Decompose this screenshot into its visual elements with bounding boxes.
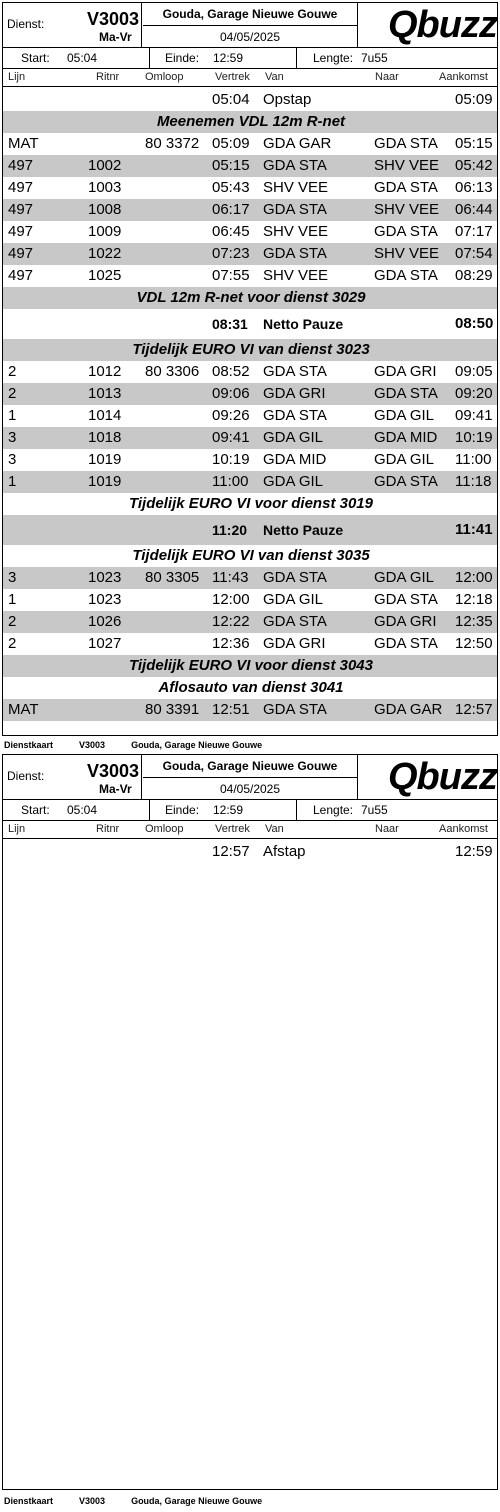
trip-row: [3, 611, 497, 633]
cell-van: GDA STA: [263, 701, 327, 718]
cell-vertrek: 11:00: [212, 473, 249, 490]
trip-row: [3, 199, 497, 221]
cell-ritnr: 1019: [88, 451, 122, 468]
cell-van: GDA GIL: [263, 473, 324, 490]
col-van: Van: [265, 71, 284, 83]
pause-end: 08:50: [455, 315, 494, 332]
cell-aankomst: 09:20: [455, 385, 493, 402]
sheet-header: [3, 3, 497, 48]
cell-vertrek: 07:23: [212, 245, 250, 262]
cell-lijn: 3: [8, 429, 17, 446]
dienst-days: Ma-Vr: [99, 30, 132, 44]
cell-lijn: 497: [8, 179, 34, 196]
cell-vertrek: 11:43: [212, 569, 249, 586]
cell-aankomst: 05:42: [455, 157, 493, 174]
cell-ritnr: 1027: [88, 635, 122, 652]
einde-label: Einde:: [165, 803, 200, 817]
trip-row: [3, 221, 497, 243]
cell-vertrek: 12:00: [212, 591, 250, 608]
section-title-row: [3, 545, 497, 567]
section-title: VDL 12m R-net voor dienst 3029: [136, 289, 366, 306]
cell-ritnr: 1013: [88, 385, 122, 402]
cell-vertrek: 05:43: [212, 179, 250, 196]
cell-van: GDA STA: [263, 201, 327, 218]
trip-row: [3, 243, 497, 265]
col-omloop: Omloop: [145, 71, 184, 83]
footer-location: Gouda, Garage Nieuwe Gouwe: [131, 1496, 263, 1506]
footer-label: Dienstkaart: [4, 740, 54, 750]
cell-lijn: 1: [8, 407, 17, 424]
cell-naar: GDA STA: [374, 135, 438, 152]
pause-row: [3, 515, 497, 545]
cell-ritnr: 1009: [88, 223, 122, 240]
cell-naar: GDA STA: [374, 267, 438, 284]
cell-naar: GDA STA: [374, 385, 438, 402]
section-title: Tijdelijk EURO VI van dienst 3023: [132, 341, 370, 358]
section-title: Tijdelijk EURO VI van dienst 3035: [132, 547, 370, 564]
cell-vertrek: 12:57: [212, 843, 250, 860]
cell-aankomst: 12:50: [455, 635, 493, 652]
column-header: [3, 69, 497, 87]
pause-label: Netto Pauze: [263, 316, 344, 332]
divider: [149, 48, 150, 68]
trip-row: [3, 699, 497, 721]
cell-naar: SHV VEE: [374, 201, 440, 218]
cell-omloop: 80 3305: [145, 569, 200, 586]
lengte-value: 7u55: [361, 803, 388, 817]
lengte-value: 7u55: [361, 51, 388, 65]
col-lijn: Lijn: [8, 823, 26, 835]
cell-ritnr: 1014: [88, 407, 122, 424]
cell-aankomst: 12:18: [455, 591, 493, 608]
cell-van: GDA MID: [263, 451, 327, 468]
cell-lijn: 497: [8, 267, 34, 284]
divider: [149, 800, 150, 820]
cell-naar: SHV VEE: [374, 157, 440, 174]
cell-van: SHV VEE: [263, 179, 329, 196]
cell-vertrek: 09:26: [212, 407, 250, 424]
cell-van: Opstap: [263, 91, 312, 108]
cell-vertrek: 06:17: [212, 201, 250, 218]
cell-naar: GDA GIL: [374, 407, 435, 424]
cell-naar: GDA GRI: [374, 613, 437, 630]
section-title-row: [3, 677, 497, 699]
section-title-row: [3, 287, 497, 309]
page-footer: [4, 740, 288, 750]
cell-ritnr: 1023: [88, 591, 122, 608]
trip-row: [3, 633, 497, 655]
section-title-row: [3, 493, 497, 515]
column-header: [3, 821, 497, 839]
cell-ritnr: 1019: [88, 473, 122, 490]
section-title-row: [3, 655, 497, 677]
cell-lijn: 497: [8, 245, 34, 262]
page-footer: [4, 1496, 288, 1506]
col-vertrek: Vertrek: [215, 71, 250, 83]
cell-aankomst: 12:35: [455, 613, 493, 630]
cell-aankomst: 10:19: [455, 429, 493, 446]
cell-ritnr: 1022: [88, 245, 122, 262]
trip-row: [3, 361, 497, 383]
footer-code: V3003: [79, 740, 106, 750]
sheet-header: [3, 755, 497, 800]
section-title-row: [3, 339, 497, 361]
lengte-label: Lengte:: [313, 803, 354, 817]
cell-aankomst: 11:00: [455, 451, 492, 468]
cell-naar: GDA STA: [374, 223, 438, 240]
cell-lijn: 2: [8, 363, 17, 380]
shift-info-bar: [3, 48, 497, 69]
cell-naar: GDA STA: [374, 179, 438, 196]
dienst-code: V3003: [87, 761, 140, 781]
cell-aankomst: 12:59: [455, 843, 493, 860]
cell-omloop: 80 3391: [145, 701, 200, 718]
trip-row: [3, 133, 497, 155]
cell-vertrek: 12:51: [212, 701, 250, 718]
cell-aankomst: 06:44: [455, 201, 493, 218]
trip-row: [3, 265, 497, 287]
dienst-days: Ma-Vr: [99, 782, 132, 796]
lengte-label: Lengte:: [313, 51, 354, 65]
cell-vertrek: 06:45: [212, 223, 250, 240]
cell-aankomst: 09:05: [455, 363, 493, 380]
cell-ritnr: 1025: [88, 267, 122, 284]
trip-row: [3, 589, 497, 611]
trip-row: [3, 177, 497, 199]
cell-lijn: 2: [8, 635, 17, 652]
trip-row: [3, 89, 497, 111]
cell-vertrek: 09:06: [212, 385, 250, 402]
cell-aankomst: 12:00: [455, 569, 493, 586]
cell-van: GDA STA: [263, 569, 327, 586]
cell-lijn: MAT: [8, 701, 39, 718]
section-title: Aflosauto van dienst 3041: [158, 679, 344, 696]
cell-aankomst: 12:57: [455, 701, 493, 718]
cell-lijn: 497: [8, 223, 34, 240]
footer-location: Gouda, Garage Nieuwe Gouwe: [131, 740, 263, 750]
location-title: Gouda, Garage Nieuwe Gouwe: [143, 3, 357, 26]
cell-van: SHV VEE: [263, 223, 329, 240]
cell-aankomst: 11:18: [455, 473, 492, 490]
cell-vertrek: 10:19: [212, 451, 250, 468]
cell-aankomst: 08:29: [455, 267, 493, 284]
divider: [141, 755, 142, 799]
cell-lijn: 3: [8, 451, 17, 468]
dienstkaart-page-1: [2, 2, 498, 736]
cell-van: GDA STA: [263, 613, 327, 630]
divider: [296, 800, 297, 820]
cell-omloop: 80 3372: [145, 135, 200, 152]
start-label: Start:: [21, 51, 50, 65]
cell-ritnr: 1023: [88, 569, 122, 586]
section-title: Tijdelijk EURO VI voor dienst 3043: [129, 657, 373, 674]
cell-aankomst: 06:13: [455, 179, 493, 196]
einde-value: 12:59: [213, 803, 244, 817]
cell-ritnr: 1012: [88, 363, 122, 380]
trip-row: [3, 471, 497, 493]
col-aankomst: Aankomst: [439, 823, 488, 835]
col-aankomst: Aankomst: [439, 71, 488, 83]
cell-van: GDA GRI: [263, 385, 326, 402]
cell-vertrek: 12:36: [212, 635, 250, 652]
cell-vertrek: 05:09: [212, 135, 250, 152]
cell-van: Afstap: [263, 843, 306, 860]
qbuzz-logo: Qbuzz: [388, 756, 497, 798]
cell-lijn: 2: [8, 613, 17, 630]
dienst-code: V3003: [87, 9, 140, 29]
shift-info-bar: [3, 800, 497, 821]
cell-van: GDA GIL: [263, 591, 324, 608]
footer-label: Dienstkaart: [4, 1496, 54, 1506]
pause-start: 11:20: [212, 522, 248, 538]
trip-row: [3, 449, 497, 471]
start-label: Start:: [21, 803, 50, 817]
col-naar: Naar: [375, 71, 399, 83]
dienstkaart-page-2: [2, 754, 498, 1490]
cell-van: SHV VEE: [263, 267, 329, 284]
section-title: Meenemen VDL 12m R-net: [156, 113, 346, 130]
cell-aankomst: 05:09: [455, 91, 493, 108]
footer-code: V3003: [79, 1496, 106, 1506]
cell-ritnr: 1018: [88, 429, 122, 446]
dienst-label: Dienst:: [7, 17, 45, 31]
trip-row: [3, 841, 497, 863]
cell-aankomst: 09:41: [455, 407, 493, 424]
cell-lijn: 3: [8, 569, 17, 586]
cell-ritnr: 1008: [88, 201, 122, 218]
cell-lijn: 497: [8, 201, 34, 218]
cell-naar: GDA MID: [374, 429, 438, 446]
qbuzz-logo: Qbuzz: [388, 4, 497, 46]
cell-van: GDA STA: [263, 407, 327, 424]
start-value: 05:04: [67, 803, 98, 817]
date-value: 04/05/2025: [219, 782, 281, 796]
cell-naar: GDA GAR: [374, 701, 443, 718]
trip-row: [3, 567, 497, 589]
cell-naar: GDA GIL: [374, 451, 435, 468]
cell-lijn: 1: [8, 591, 17, 608]
cell-naar: GDA GRI: [374, 363, 437, 380]
pause-end: 11:41: [455, 521, 493, 538]
col-ritnr: Ritnr: [96, 823, 120, 835]
cell-ritnr: 1003: [88, 179, 122, 196]
location-title: Gouda, Garage Nieuwe Gouwe: [143, 755, 357, 778]
cell-aankomst: 07:17: [455, 223, 493, 240]
schedule-table: [3, 839, 497, 863]
col-ritnr: Ritnr: [96, 71, 120, 83]
trip-row: [3, 155, 497, 177]
section-title-row: [3, 111, 497, 133]
cell-ritnr: 1026: [88, 613, 122, 630]
trip-row: [3, 405, 497, 427]
cell-naar: GDA STA: [374, 635, 438, 652]
cell-lijn: 2: [8, 385, 17, 402]
einde-label: Einde:: [165, 51, 200, 65]
cell-van: GDA GAR: [263, 135, 332, 152]
cell-naar: GDA STA: [374, 473, 438, 490]
cell-vertrek: 08:52: [212, 363, 250, 380]
col-van: Van: [265, 823, 284, 835]
cell-aankomst: 05:15: [455, 135, 493, 152]
divider: [357, 3, 358, 47]
cell-van: GDA GRI: [263, 635, 326, 652]
pause-start: 08:31: [212, 316, 248, 332]
date-value: 04/05/2025: [219, 30, 281, 44]
divider: [141, 3, 142, 47]
einde-value: 12:59: [213, 51, 244, 65]
cell-ritnr: 1002: [88, 157, 122, 174]
cell-naar: GDA STA: [374, 591, 438, 608]
cell-aankomst: 07:54: [455, 245, 493, 262]
cell-van: GDA GIL: [263, 429, 324, 446]
pause-row: [3, 309, 497, 339]
trip-row: [3, 427, 497, 449]
divider: [296, 48, 297, 68]
cell-naar: GDA GIL: [374, 569, 435, 586]
cell-lijn: 1: [8, 473, 17, 490]
cell-van: GDA STA: [263, 363, 327, 380]
trip-row: [3, 383, 497, 405]
start-value: 05:04: [67, 51, 98, 65]
cell-van: GDA STA: [263, 157, 327, 174]
col-naar: Naar: [375, 823, 399, 835]
dienst-label: Dienst:: [7, 769, 45, 783]
cell-lijn: 497: [8, 157, 34, 174]
divider: [357, 755, 358, 799]
cell-omloop: 80 3306: [145, 363, 200, 380]
cell-vertrek: 12:22: [212, 613, 250, 630]
col-lijn: Lijn: [8, 71, 26, 83]
col-vertrek: Vertrek: [215, 823, 250, 835]
cell-vertrek: 05:04: [212, 91, 250, 108]
cell-vertrek: 05:15: [212, 157, 250, 174]
schedule-table: [3, 87, 497, 721]
section-title: Tijdelijk EURO VI voor dienst 3019: [129, 495, 373, 512]
cell-lijn: MAT: [8, 135, 39, 152]
cell-naar: SHV VEE: [374, 245, 440, 262]
pause-label: Netto Pauze: [263, 522, 344, 538]
col-omloop: Omloop: [145, 823, 184, 835]
cell-vertrek: 07:55: [212, 267, 250, 284]
cell-vertrek: 09:41: [212, 429, 250, 446]
cell-van: GDA STA: [263, 245, 327, 262]
